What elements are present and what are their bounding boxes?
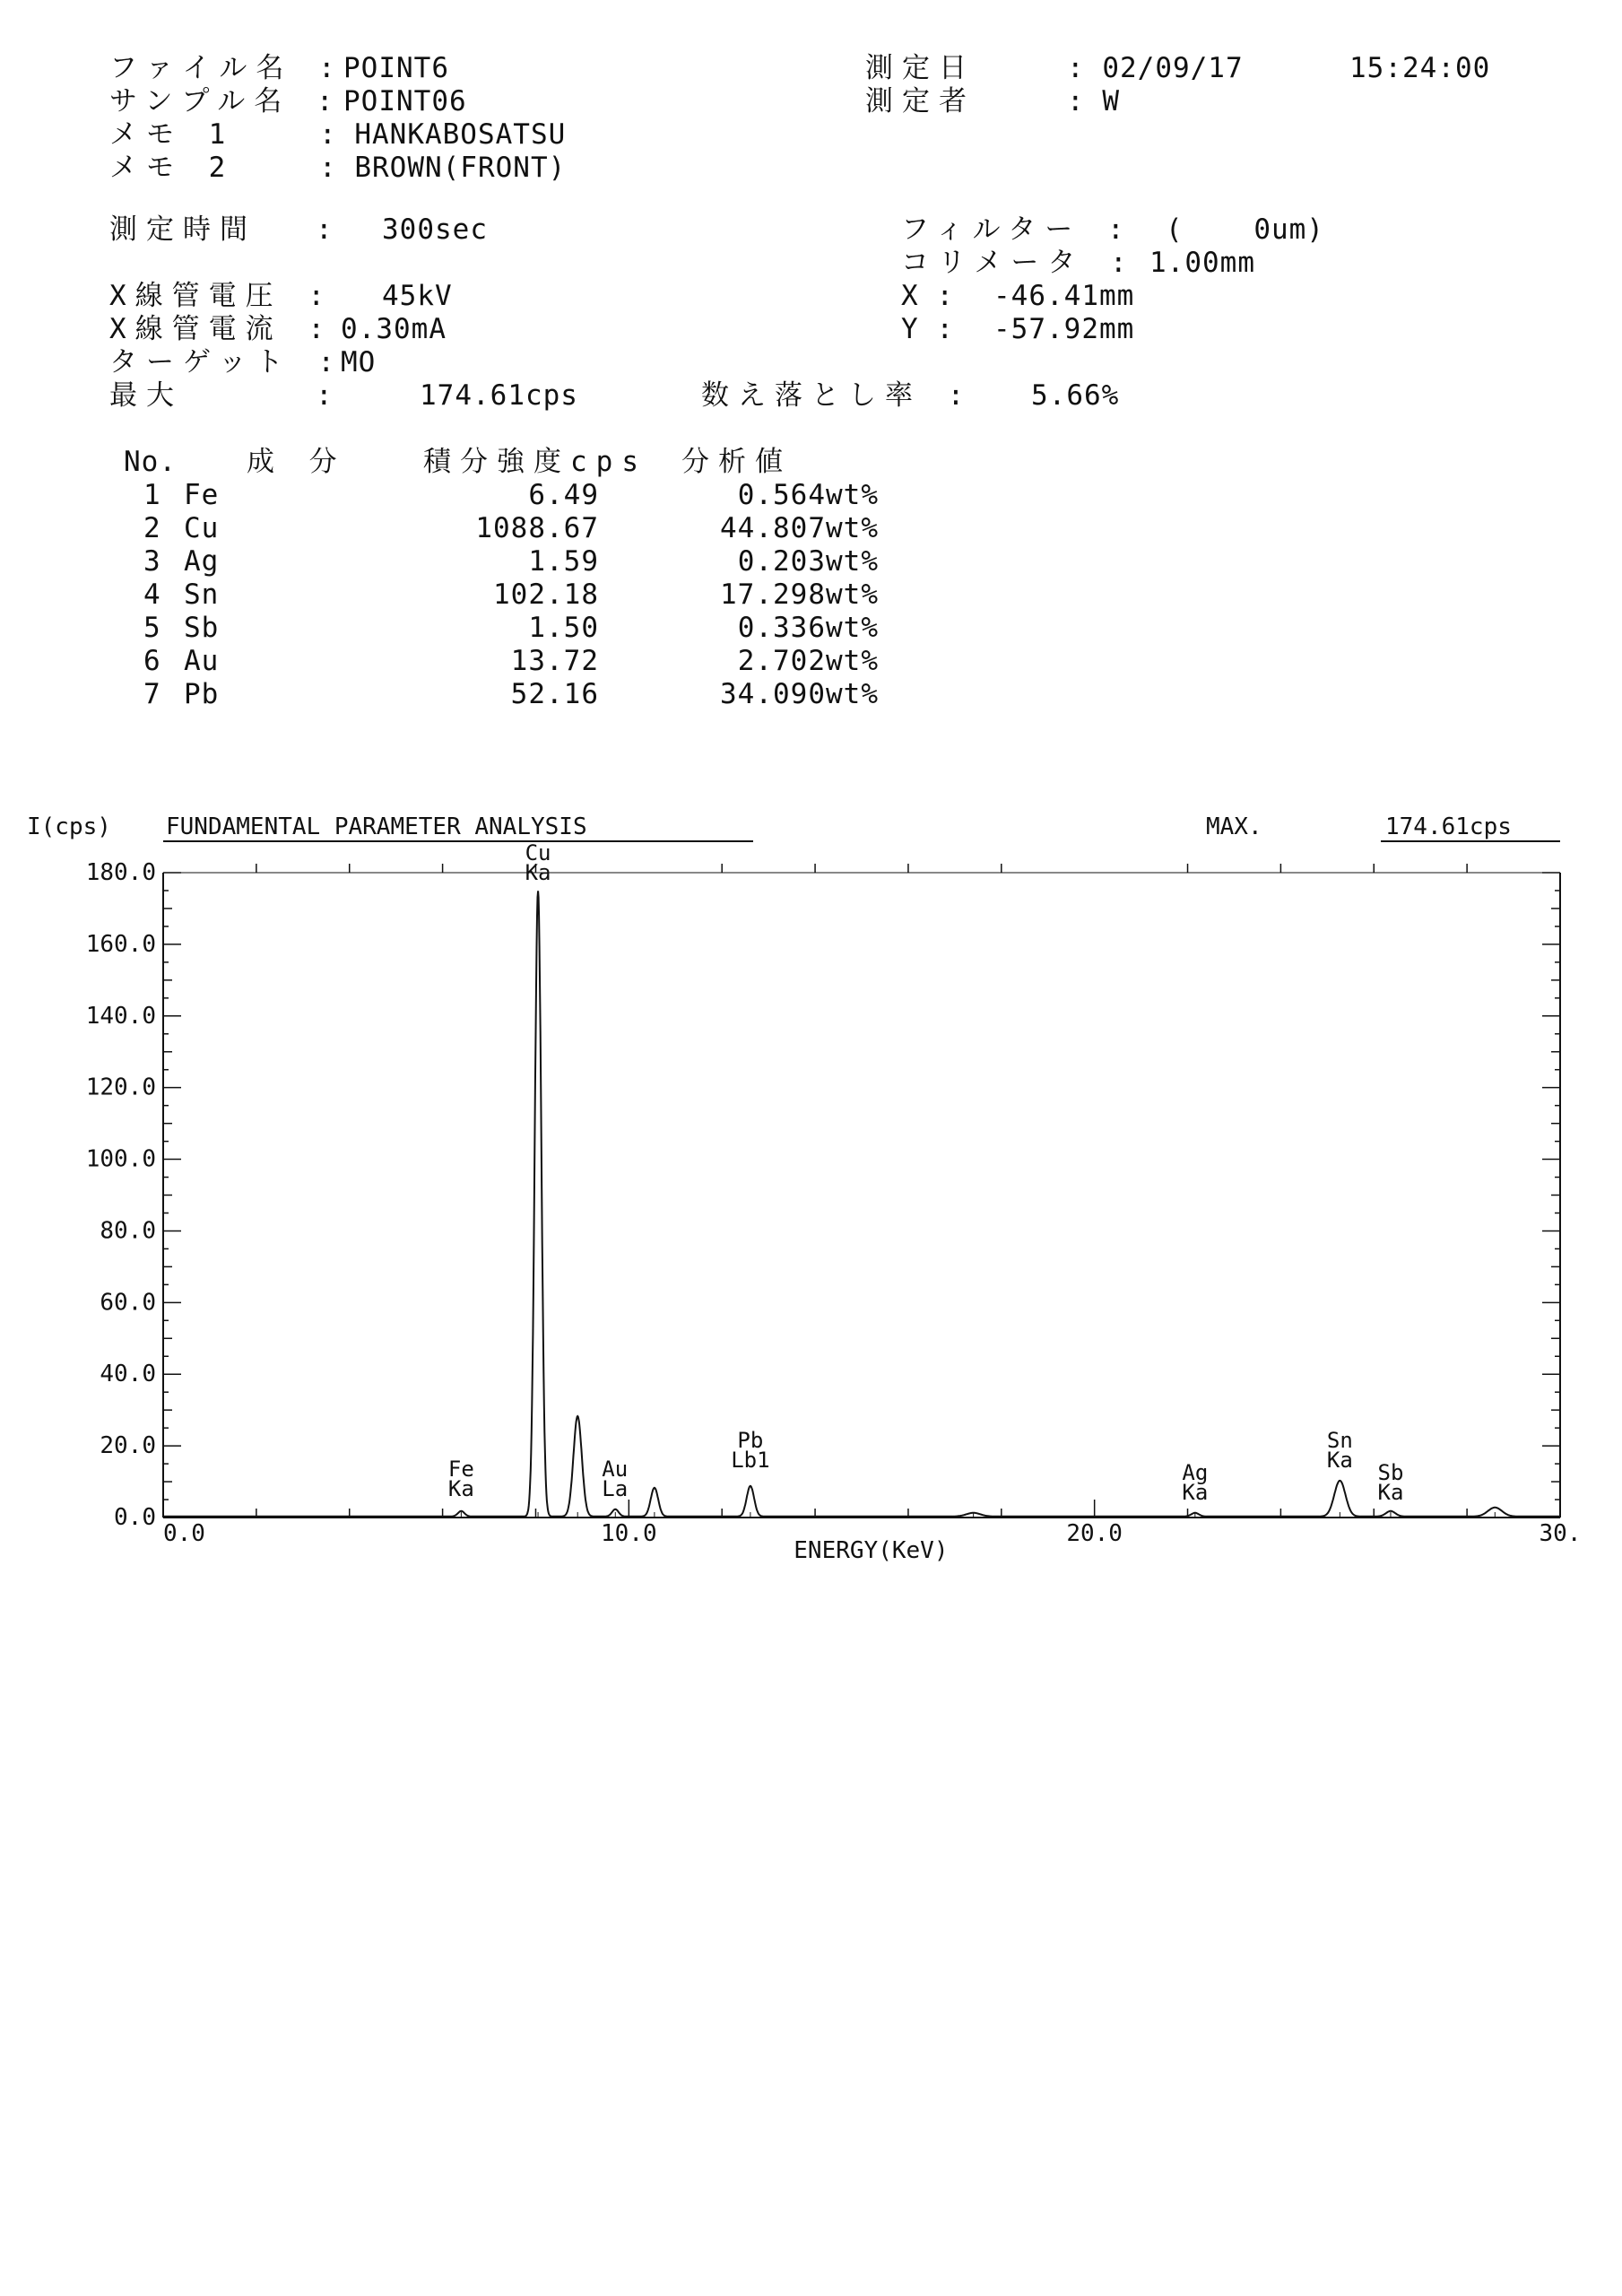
max-value: 174.61cps <box>1385 813 1512 840</box>
result-element: Cu <box>184 512 220 544</box>
result-intensity: 13.72 <box>510 645 599 677</box>
result-no: 3 <box>143 545 161 578</box>
result-wt: 0.336wt% <box>737 612 879 644</box>
x-position-label: X : <box>901 280 954 312</box>
operator-value: : W <box>1067 85 1120 117</box>
y-axis-label: I(cps) <box>27 813 111 840</box>
target-value: MO <box>341 346 377 378</box>
result-no: 6 <box>143 645 161 677</box>
max-label: MAX. <box>1206 813 1262 840</box>
x-axis-label: ENERGY(KeV) <box>794 1537 949 1564</box>
max-value: 174.61cps <box>420 379 578 412</box>
result-intensity: 1.50 <box>528 612 599 644</box>
result-intensity: 102.18 <box>493 578 599 611</box>
y-tick-label: 100.0 <box>85 1145 156 1173</box>
peak-label: Cu <box>525 839 551 865</box>
peak-label: Ag <box>1182 1460 1209 1486</box>
max-colon: : <box>316 379 334 412</box>
result-no: 5 <box>143 612 161 644</box>
peak-label: Pb <box>737 1428 764 1454</box>
y-tick-label: 80.0 <box>100 1217 156 1245</box>
measure-time-label: 測定時間 <box>109 213 256 246</box>
measure-time-value: 300sec <box>382 213 488 246</box>
col-intensity-header: 積分強度cps <box>423 446 647 478</box>
result-no: 2 <box>143 512 161 544</box>
time-value: 15:24:00 <box>1349 52 1491 84</box>
file-name-value: POINT6 <box>343 52 449 84</box>
peak-label: La <box>602 1476 629 1502</box>
y-tick-label: 140.0 <box>85 1002 156 1030</box>
result-no: 1 <box>143 479 161 511</box>
result-wt: 17.298wt% <box>720 578 879 611</box>
result-intensity: 6.49 <box>528 479 599 511</box>
filter-label: フィルター : <box>901 213 1133 246</box>
col-no-header: No. <box>124 446 177 478</box>
result-no: 4 <box>143 578 161 611</box>
max-label: 最大 <box>109 379 183 412</box>
voltage-label: X線管電圧 : <box>109 280 334 312</box>
current-value: 0.30mA <box>341 313 447 345</box>
result-wt: 2.702wt% <box>737 645 879 677</box>
result-element: Pb <box>184 678 220 710</box>
y-tick-label: 20.0 <box>100 1432 156 1460</box>
peak-label: Ka <box>1182 1480 1209 1506</box>
x-tick-label: 0.0 <box>163 1520 205 1547</box>
chart-title: FUNDAMENTAL PARAMETER ANALYSIS <box>166 813 587 840</box>
y-tick-label: 0.0 <box>114 1504 156 1531</box>
result-wt: 34.090wt% <box>720 678 879 710</box>
result-wt: 0.203wt% <box>737 545 879 578</box>
peak-label: Ka <box>1377 1480 1404 1506</box>
target-label: ターゲット : <box>109 346 344 378</box>
peak-label: Au <box>602 1457 629 1483</box>
y-tick-label: 60.0 <box>100 1289 156 1317</box>
peak-label: Sn <box>1326 1428 1353 1454</box>
filter-value: ( 0um) <box>1166 213 1324 246</box>
operator-label: 測定者 <box>865 85 976 117</box>
col-element-header: 成 分 <box>247 446 346 478</box>
peak-label: Lb1 <box>731 1448 770 1474</box>
result-intensity: 1.59 <box>528 545 599 578</box>
result-wt: 44.807wt% <box>720 512 879 544</box>
x-tick-label: 20.0 <box>1066 1520 1123 1547</box>
file-name-label: ファイル名 : <box>109 52 344 84</box>
y-tick-label: 120.0 <box>85 1074 156 1101</box>
result-intensity: 1088.67 <box>475 512 599 544</box>
memo2-value: : BROWN(FRONT) <box>319 152 567 184</box>
spectrum-chart <box>0 789 1622 1578</box>
memo1-label: メモ 1 <box>109 118 235 151</box>
deadtime-value: 5.66% <box>1031 379 1120 412</box>
date-label: 測定日 <box>865 52 976 84</box>
col-value-header: 分析値 <box>681 446 792 478</box>
peak-label: Fe <box>447 1457 474 1483</box>
peak-label: Ka <box>1326 1448 1353 1474</box>
memo2-label: メモ 2 <box>109 152 235 184</box>
collimator-label: コリメータ : <box>901 247 1136 279</box>
result-element: Ag <box>184 545 220 578</box>
peak-label: Ka <box>447 1476 474 1502</box>
result-element: Fe <box>184 479 220 511</box>
result-intensity: 52.16 <box>510 678 599 710</box>
deadtime-label: 数え落とし率 : <box>701 379 974 412</box>
x-tick-label: 10.0 <box>601 1520 657 1547</box>
sample-name-label: サンプル名 : <box>109 85 343 117</box>
result-no: 7 <box>143 678 161 710</box>
voltage-value: 45kV <box>382 280 453 312</box>
date-value: : 02/09/17 <box>1067 52 1244 84</box>
measure-time-colon: : <box>316 213 334 246</box>
current-label: X線管電流 : <box>109 313 334 345</box>
peak-label: Ka <box>525 859 551 885</box>
x-position-value: -46.41mm <box>993 280 1135 312</box>
y-tick-label: 160.0 <box>85 930 156 958</box>
y-tick-label: 40.0 <box>100 1361 156 1388</box>
result-element: Sn <box>184 578 220 611</box>
sample-name-value: POINT06 <box>343 85 467 117</box>
result-element: Sb <box>184 612 220 644</box>
spectrum-line <box>163 891 1560 1517</box>
y-position-label: Y : <box>901 313 954 345</box>
y-tick-label: 180.0 <box>85 859 156 886</box>
collimator-value: 1.00mm <box>1149 247 1255 279</box>
y-position-value: -57.92mm <box>993 313 1135 345</box>
peak-label: Sb <box>1377 1460 1404 1486</box>
result-element: Au <box>184 645 220 677</box>
result-wt: 0.564wt% <box>737 479 879 511</box>
memo1-value: : HANKABOSATSU <box>319 118 567 151</box>
x-tick-label: 30. <box>1539 1520 1582 1547</box>
